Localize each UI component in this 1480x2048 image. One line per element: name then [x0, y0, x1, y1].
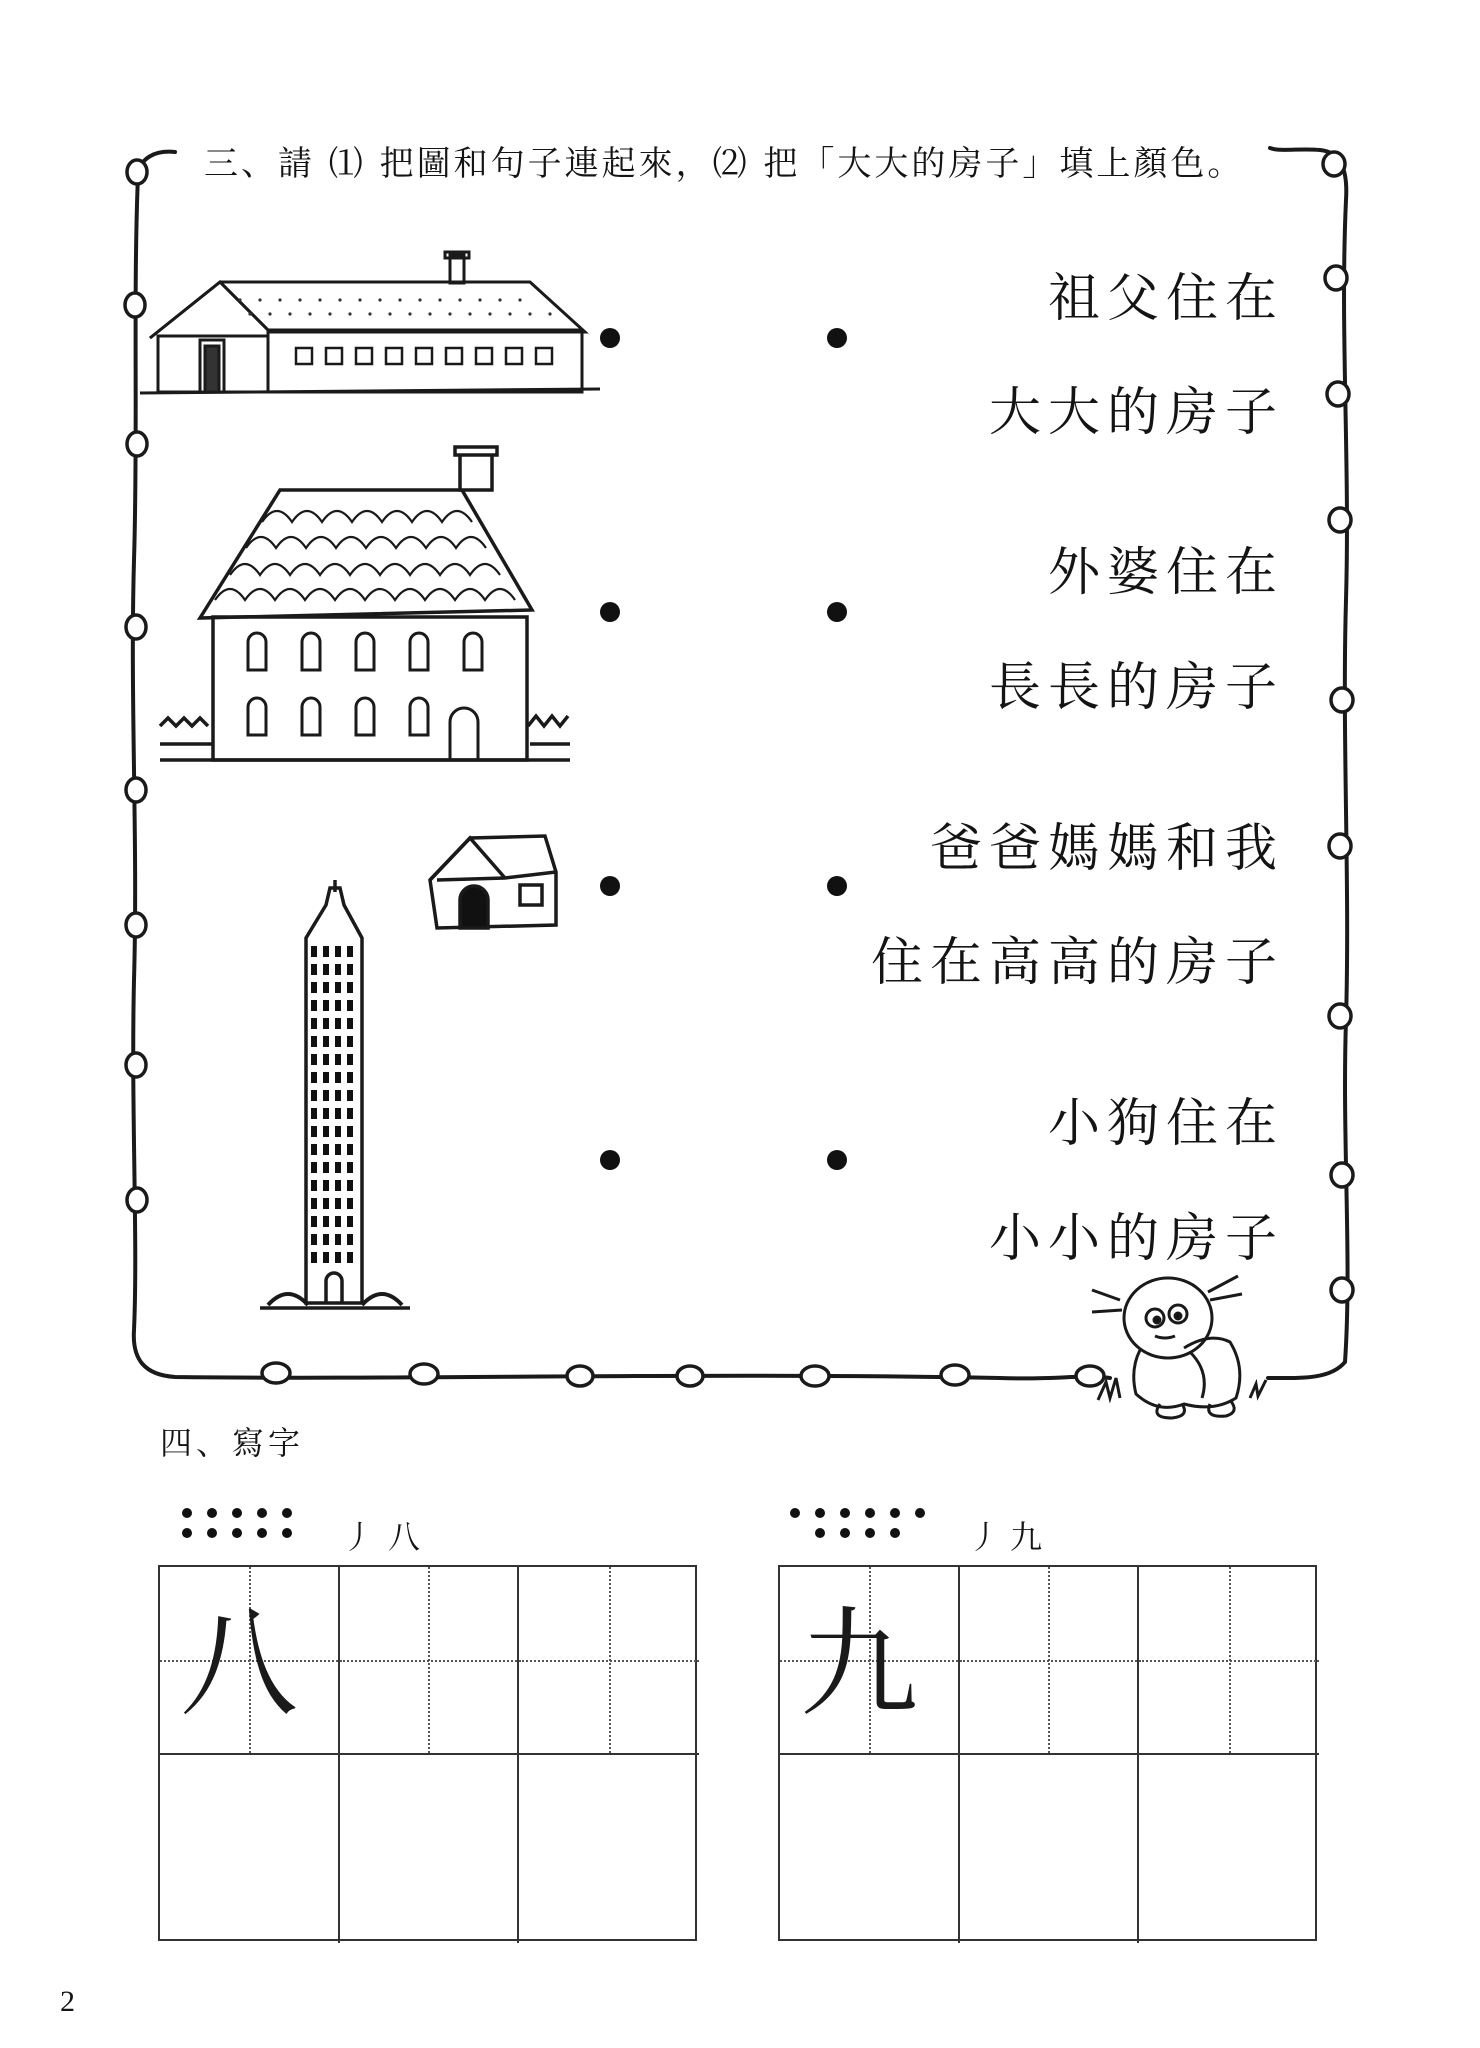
- skyscraper-window: [311, 1090, 317, 1101]
- skyscraper-window: [323, 1162, 329, 1173]
- long-house-picture: [140, 252, 600, 393]
- writing-cell[interactable]: [780, 1755, 960, 1943]
- skyscraper-window: [311, 1162, 317, 1173]
- skyscraper-window: [347, 1198, 353, 1209]
- sentence-1-line-1: 祖父住在: [1047, 269, 1284, 329]
- skyscraper-window: [347, 1018, 353, 1029]
- sentence-2-line-1: 外婆住在: [1047, 543, 1284, 603]
- skyscraper-window: [335, 964, 341, 975]
- writing-cell[interactable]: [160, 1755, 340, 1943]
- writing-cell[interactable]: [519, 1567, 699, 1755]
- skyscraper-window: [347, 946, 353, 957]
- skyscraper-window: [323, 1054, 329, 1065]
- skyscraper-window: [335, 1126, 341, 1137]
- skyscraper-window: [323, 1018, 329, 1029]
- skyscraper-window: [347, 1162, 353, 1173]
- skyscraper-window: [335, 1234, 341, 1245]
- skyscraper-window: [311, 1018, 317, 1029]
- dot-right-4: [827, 1150, 847, 1170]
- skyscraper-window: [311, 1036, 317, 1047]
- dot-left-3: [600, 876, 620, 896]
- skyscraper-window: [347, 964, 353, 975]
- model-char-ba: 八: [180, 1595, 299, 1733]
- dot-right-3: [827, 876, 847, 896]
- skyscraper-window: [335, 1108, 341, 1119]
- skyscraper-window: [311, 1072, 317, 1083]
- skyscraper-window: [323, 1234, 329, 1245]
- writing-cell[interactable]: [960, 1755, 1140, 1943]
- stroke-order-jiu: 丿九: [968, 1518, 1053, 1556]
- stroke-order-dots: [182, 1508, 925, 1538]
- skyscraper-window: [311, 1054, 317, 1065]
- guide-line-horizontal: [960, 1660, 1138, 1662]
- matching-dots: [600, 328, 847, 1170]
- page-number: 2: [60, 1985, 75, 2018]
- stroke-order-ba: 丿八: [342, 1518, 435, 1556]
- skyscraper-window: [347, 1216, 353, 1227]
- sentence-3-line-1: 爸爸媽媽和我: [929, 819, 1284, 879]
- skyscraper-window: [335, 1054, 341, 1065]
- skyscraper-window: [335, 1000, 341, 1011]
- guide-line-horizontal: [340, 1660, 518, 1662]
- skyscraper-windows: [311, 946, 353, 1263]
- skyscraper-window: [311, 982, 317, 993]
- skyscraper-window: [311, 1252, 317, 1263]
- skyscraper-window: [347, 1072, 353, 1083]
- skyscraper-window: [311, 1126, 317, 1137]
- skyscraper-window: [323, 964, 329, 975]
- skyscraper-window: [335, 1198, 341, 1209]
- skyscraper-window: [311, 1198, 317, 1209]
- guide-line-horizontal: [519, 1660, 699, 1662]
- skyscraper-window: [335, 1090, 341, 1101]
- skyscraper-window: [335, 1162, 341, 1173]
- sentence-1-line-2: 大大的房子: [988, 383, 1284, 443]
- sentence-4-line-1: 小狗住在: [1047, 1094, 1284, 1154]
- skyscraper-window: [335, 946, 341, 957]
- big-house-picture: [160, 447, 570, 760]
- skyscraper-window: [335, 1018, 341, 1029]
- skyscraper-window: [311, 1180, 317, 1191]
- skyscraper-window: [347, 1108, 353, 1119]
- skyscraper-window: [335, 1216, 341, 1227]
- skyscraper-window: [347, 1144, 353, 1155]
- skyscraper-window: [347, 1036, 353, 1047]
- skyscraper-window: [311, 946, 317, 957]
- skyscraper-window: [335, 1252, 341, 1263]
- skyscraper-window: [335, 1036, 341, 1047]
- skyscraper-window: [323, 1180, 329, 1191]
- skyscraper-window: [311, 1234, 317, 1245]
- skyscraper-window: [335, 982, 341, 993]
- writing-cell[interactable]: [340, 1567, 520, 1755]
- skyscraper-window: [347, 1234, 353, 1245]
- child-illustration: [1092, 1276, 1266, 1418]
- skyscraper-window: [323, 982, 329, 993]
- section3-instruction: 三、請 ⑴ 把圖和句子連起來，⑵ 把「大大的房子」填上顏色。: [198, 136, 1250, 185]
- skyscraper-window: [347, 1000, 353, 1011]
- model-char-jiu: 九: [800, 1595, 919, 1733]
- skyscraper-window: [347, 1180, 353, 1191]
- dog-house-picture: [430, 836, 556, 928]
- skyscraper-window: [323, 1000, 329, 1011]
- skyscraper-window: [323, 1036, 329, 1047]
- skyscraper-window: [311, 1108, 317, 1119]
- writing-cell[interactable]: [960, 1567, 1140, 1755]
- sentence-3-line-2: 住在高高的房子: [870, 933, 1284, 993]
- dot-left-4: [600, 1150, 620, 1170]
- sentence-2-line-2: 長長的房子: [988, 658, 1284, 718]
- dot-right-1: [827, 328, 847, 348]
- skyscraper-window: [323, 1090, 329, 1101]
- writing-cell[interactable]: [1139, 1755, 1319, 1943]
- guide-line-horizontal: [1139, 1660, 1319, 1662]
- writing-grid-ba[interactable]: [158, 1565, 697, 1941]
- dot-right-2: [827, 602, 847, 622]
- section4-title: 四、寫字: [160, 1424, 305, 1462]
- skyscraper-window: [347, 1090, 353, 1101]
- dot-left-2: [600, 602, 620, 622]
- writing-cell[interactable]: [340, 1755, 520, 1943]
- skyscraper-window: [311, 1216, 317, 1227]
- skyscraper-window: [335, 1180, 341, 1191]
- skyscraper-window: [323, 1108, 329, 1119]
- skyscraper-window: [323, 946, 329, 957]
- skyscraper-window: [323, 1144, 329, 1155]
- skyscraper-window: [347, 1054, 353, 1065]
- skyscraper-window: [323, 1252, 329, 1263]
- sentence-4-line-2: 小小的房子: [988, 1209, 1284, 1269]
- dot-left-1: [600, 328, 620, 348]
- skyscraper-window: [311, 1144, 317, 1155]
- skyscraper-window: [311, 1000, 317, 1011]
- skyscraper-window: [323, 1198, 329, 1209]
- skyscraper-window: [347, 982, 353, 993]
- skyscraper-window: [323, 1126, 329, 1137]
- skyscraper-window: [335, 1144, 341, 1155]
- writing-cell[interactable]: [519, 1755, 699, 1943]
- writing-grid-jiu[interactable]: [778, 1565, 1317, 1941]
- writing-cell[interactable]: [1139, 1567, 1319, 1755]
- skyscraper-window: [323, 1216, 329, 1227]
- skyscraper-window: [335, 1072, 341, 1083]
- skyscraper-window: [323, 1072, 329, 1083]
- skyscraper-window: [347, 1126, 353, 1137]
- skyscraper-window: [311, 964, 317, 975]
- skyscraper-window: [347, 1252, 353, 1263]
